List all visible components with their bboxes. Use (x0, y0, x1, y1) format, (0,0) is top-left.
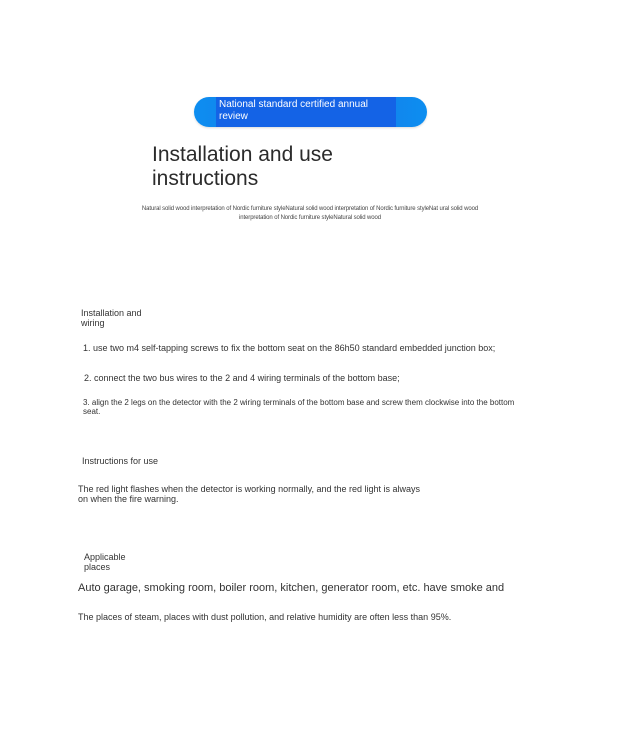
places-line-2: The places of steam, places with dust pollution, and relative humidity are often less than 95%. (78, 612, 452, 622)
page-subtitle: Natural solid wood interpretation of Nordic furniture styleNatural solid wood interpretation of Nordic furniture styleNat ural solid wood interpretation of Nordic furniture styleNatural solid wood (141, 206, 479, 221)
installation-step-3: 3. align the 2 legs on the detector with the 2 wiring terminals of the bottom base and screw them clockwise into the bottom seat. (83, 398, 515, 416)
use-instructions-text: The red light flashes when the detector is working normally, and the red light is always on when the fire warning. (78, 484, 421, 504)
places-heading: Applicable places (84, 552, 126, 572)
page-title: Installation and use instructions (152, 143, 333, 190)
installation-step-2: 2. connect the two bus wires to the 2 and 4 wiring terminals of the bottom base; (84, 373, 400, 383)
banner-text: National standard certified annual review (219, 99, 368, 122)
use-heading: Instructions for use (82, 456, 159, 466)
places-line-1: Auto garage, smoking room, boiler room, kitchen, generator room, etc. have smoke and (78, 582, 505, 594)
installation-heading: Installation and wiring (81, 308, 142, 328)
installation-step-1: 1. use two m4 self-tapping screws to fix the bottom seat on the 86h50 standard embedded junction box; (83, 343, 496, 353)
